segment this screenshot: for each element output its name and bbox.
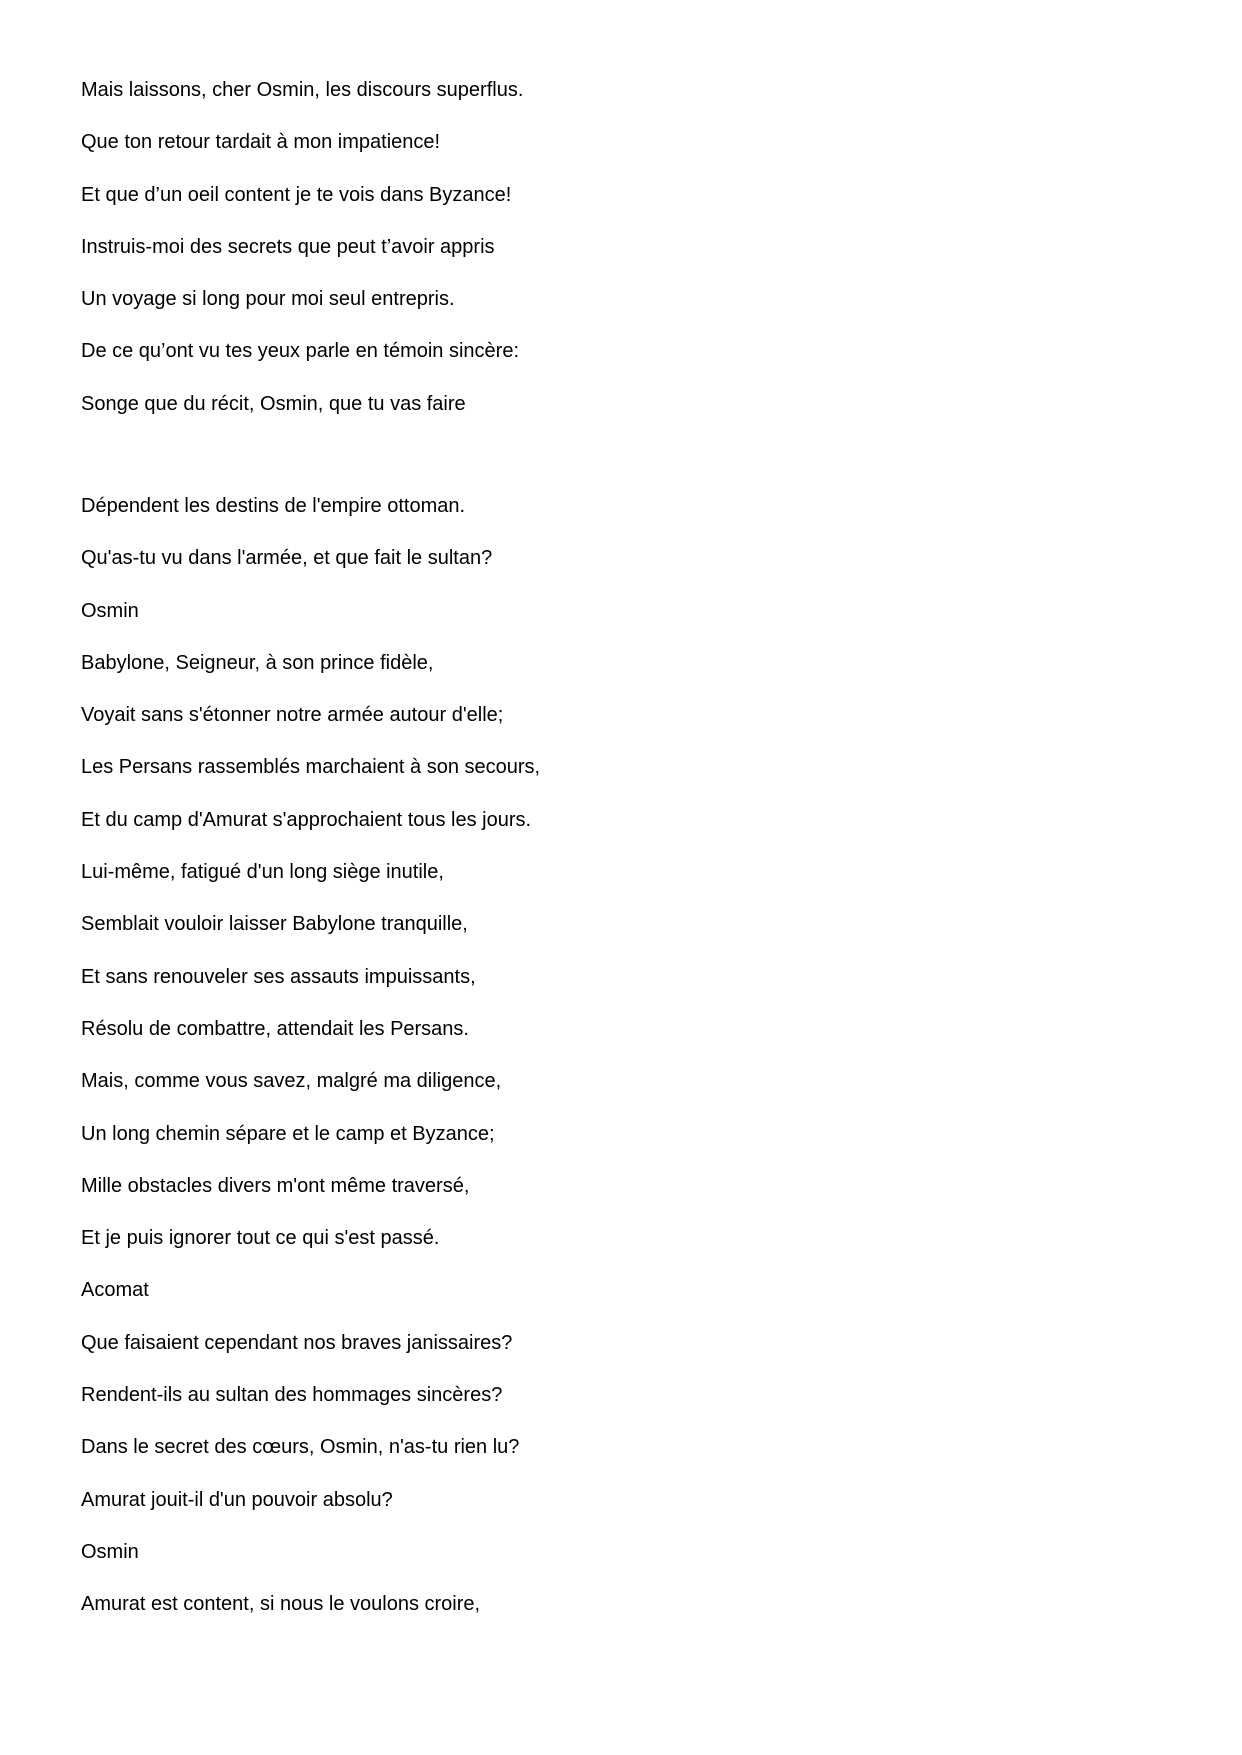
verse-line: Les Persans rassemblés marchaient à son secours, — [81, 756, 541, 779]
verse-line: Amurat est content, si nous le voulons croire, — [81, 1593, 481, 1616]
verse-line: Et je puis ignorer tout ce qui s'est passé. — [81, 1227, 440, 1250]
verse-line: Qu'as-tu vu dans l'armée, et que fait le sultan? — [81, 547, 493, 570]
verse-line: Et du camp d'Amurat s'approchaient tous les jours. — [81, 808, 532, 831]
verse-line: Instruis-moi des secrets que peut t’avoir appris — [81, 235, 495, 258]
verse-line: Et sans renouveler ses assauts impuissants, — [81, 965, 476, 988]
verse-line: Résolu de combattre, attendait les Persans. — [81, 1017, 469, 1040]
verse-line: Songe que du récit, Osmin, que tu vas faire — [81, 392, 466, 415]
verse-line: Et que d’un oeil content je te vois dans Byzance! — [81, 183, 512, 206]
verse-line: Dans le secret des cœurs, Osmin, n'as-tu rien lu? — [81, 1436, 520, 1459]
verse-line: Que faisaient cependant nos braves janissaires? — [81, 1331, 513, 1354]
verse-line: Voyait sans s'étonner notre armée autour d'elle; — [81, 704, 504, 727]
verse-line: Dépendent les destins de l'empire ottoman. — [81, 495, 466, 517]
speaker-name: Osmin — [81, 599, 139, 622]
verse-line: Mais laissons, cher Osmin, les discours superflus. — [81, 79, 524, 101]
text-block-2 — [81, 494, 1161, 1645]
verse-line: Que ton retour tardait à mon impatience! — [81, 131, 441, 154]
verse-line: Lui-même, fatigué d'un long siège inutile, — [81, 861, 444, 884]
speaker-name: Osmin — [81, 1540, 139, 1563]
verse-line: Amurat jouit-il d'un pouvoir absolu? — [81, 1488, 393, 1511]
verse-line: Un voyage si long pour moi seul entrepris. — [81, 288, 455, 311]
verse-line: Mille obstacles divers m'ont même traversé, — [81, 1174, 470, 1197]
verse-line: Un long chemin sépare et le camp et Byzance; — [81, 1122, 495, 1145]
verse-line: De ce qu’ont vu tes yeux parle en témoin sincère: — [81, 340, 520, 363]
text-block-1 — [81, 78, 1161, 444]
verse-line: Semblait vouloir laisser Babylone tranquille, — [81, 913, 468, 936]
speaker-name: Acomat — [81, 1279, 149, 1302]
verse-line: Rendent-ils au sultan des hommages sincères? — [81, 1384, 503, 1407]
verse-line: Babylone, Seigneur, à son prince fidèle, — [81, 651, 434, 674]
verse-line: Mais, comme vous savez, malgré ma diligence, — [81, 1070, 502, 1093]
